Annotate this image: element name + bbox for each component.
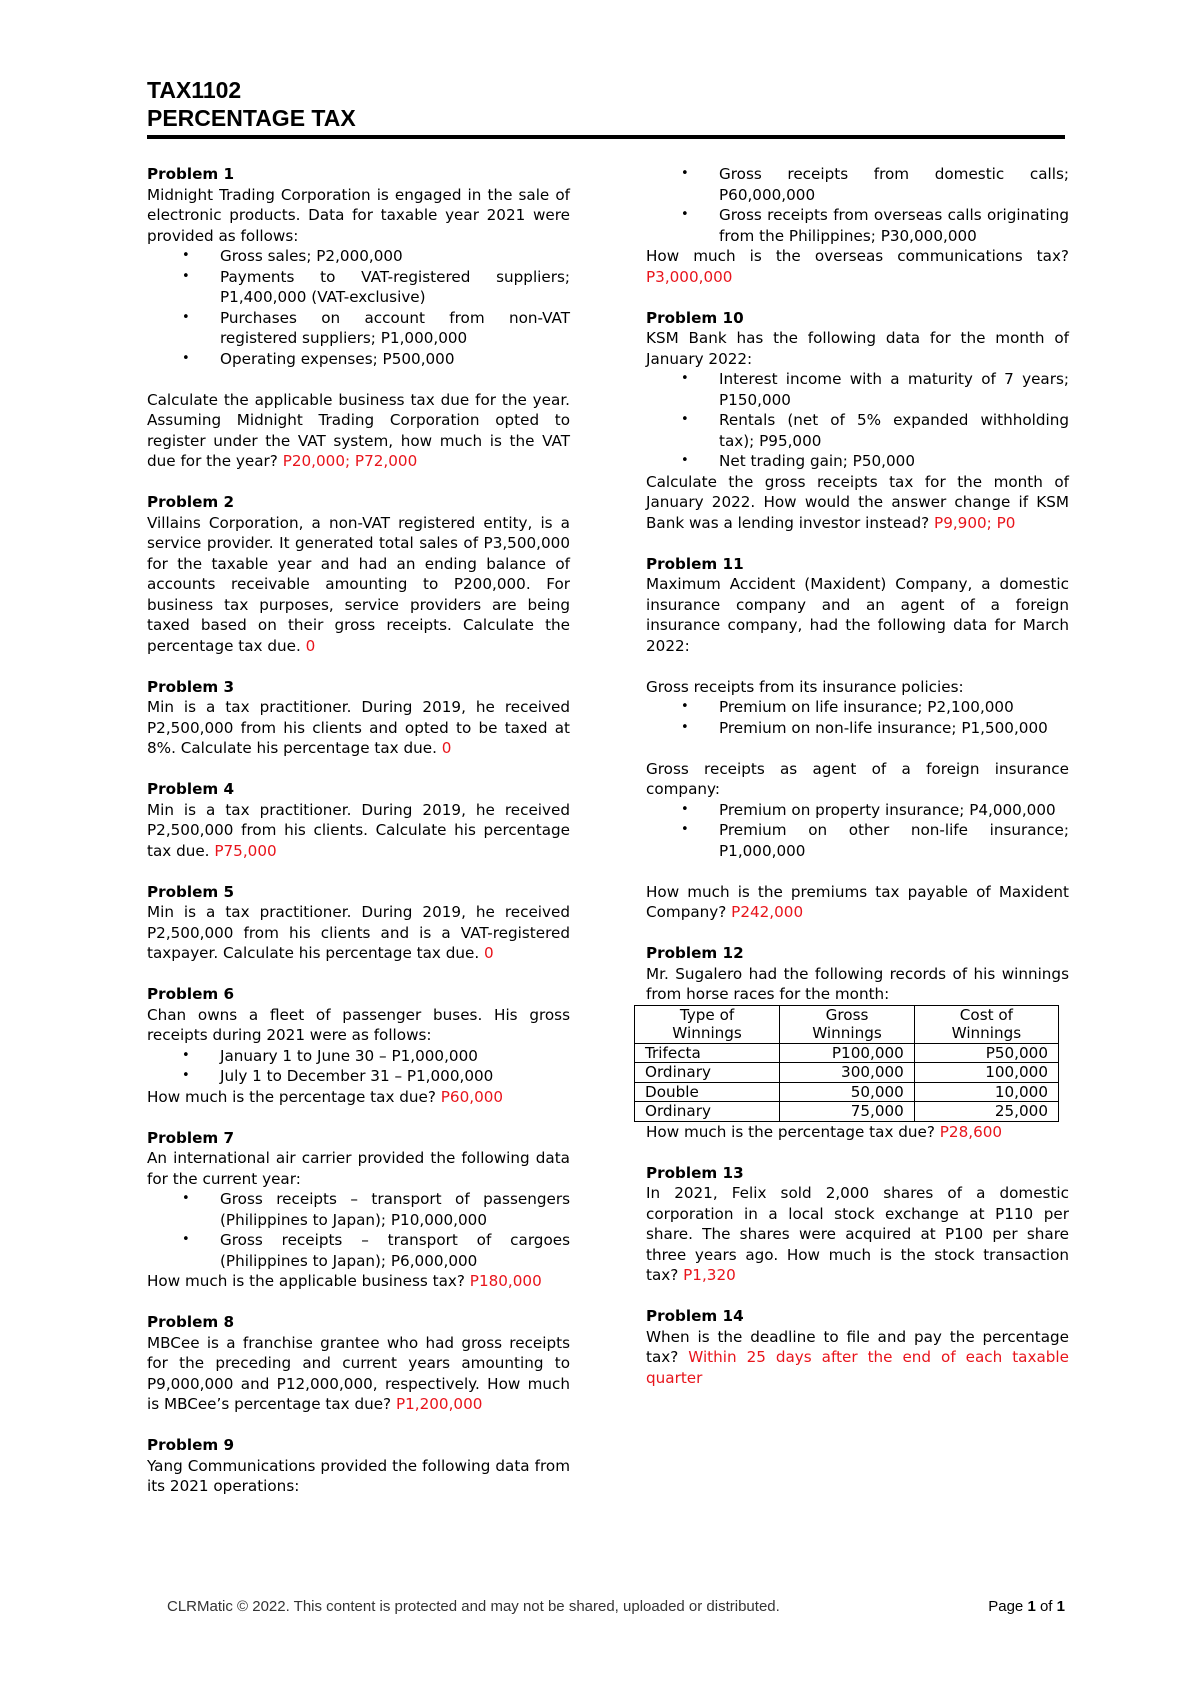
- bullet-icon: •: [182, 309, 190, 325]
- problem-intro: Mr. Sugalero had the following records of his winnings from horse races for the month:: [646, 964, 1069, 1003]
- problem-subheading: Gross receipts from its insurance policies:: [646, 677, 964, 696]
- problem-title: Problem 9: [147, 1436, 235, 1454]
- table-row: [635, 1082, 1059, 1102]
- problem-list: [147, 246, 570, 369]
- problem-text: Min is a tax practitioner. During 2019, he received P2,500,000 from his clients. Calculate his percentage tax due. P75,000: [147, 800, 570, 860]
- answer-text: 0: [484, 944, 494, 962]
- problem-13: [646, 1163, 1069, 1286]
- list-item: • Premium on other non-life insurance; P1,000,000: [681, 821, 1069, 860]
- header-divider: [147, 135, 1065, 139]
- bullet-icon: •: [681, 166, 689, 181]
- bullet-icon: •: [182, 248, 190, 263]
- problem-intro: Yang Communications provided the following data from its 2021 operations:: [147, 1456, 570, 1495]
- problem-9-continued: [646, 164, 1069, 287]
- problem-11: [646, 554, 1069, 923]
- problem-title: Problem 2: [147, 493, 235, 511]
- list-item: • Payments to VAT-registered suppliers; P1,400,000 (VAT-exclusive): [182, 267, 570, 306]
- left-column: [147, 164, 570, 1517]
- problem-12: [646, 943, 1069, 1142]
- table-cell: 75,000: [780, 1102, 915, 1122]
- problem-title: Problem 8: [147, 1313, 235, 1331]
- problem-intro: KSM Bank has the following data for the month of January 2022:: [646, 329, 1069, 368]
- answer-text: P242,000: [731, 903, 804, 921]
- problem-text: Min is a tax practitioner. During 2019, he received P2,500,000 from his clients and is a VAT-registered taxpayer. Calculate his percentage tax due. 0: [147, 903, 570, 962]
- problem-list: [147, 1189, 570, 1271]
- answer-text: P60,000: [440, 1087, 504, 1106]
- problem-question: How much is the applicable business tax? P180,000: [147, 1272, 542, 1290]
- problem-title: Problem 13: [646, 1163, 744, 1182]
- table-header-cell: Cost of Winnings: [914, 1005, 1058, 1043]
- table-header-cell: Gross Winnings: [780, 1005, 915, 1043]
- problem-text: When is the deadline to file and pay the percentage tax? Within 25 days after the end of each taxable quarter: [646, 1327, 1069, 1387]
- bullet-icon: •: [681, 801, 689, 817]
- answer-text: Within 25 days after the end of each taxable quarter: [646, 1348, 1069, 1387]
- problem-text: Villains Corporation, a non-VAT registered entity, is a service provider. It generated total sales of P3,500,000 for the taxable year and had an ending balance of accounts receivable amounting to P200,000. For business tax purposes, service providers are being taxed based on their gross receipts. Calculate the percentage tax due. 0: [147, 513, 570, 655]
- problem-8: [147, 1312, 570, 1415]
- problem-title: Problem 1: [147, 165, 235, 183]
- problem-9: [147, 1435, 570, 1497]
- answer-text: P3,000,000: [646, 267, 733, 286]
- course-code: TAX1102: [147, 77, 242, 103]
- problem-list: [646, 800, 1069, 862]
- bullet-icon: •: [681, 371, 689, 386]
- table-cell: Double: [635, 1082, 780, 1102]
- problem-7: [147, 1128, 570, 1292]
- list-item: • July 1 to December 31 – P1,000,000: [182, 1067, 494, 1085]
- problem-question: How much is the overseas communications tax? P3,000,000: [646, 247, 1069, 286]
- problem-title: Problem 5: [147, 882, 235, 901]
- bullet-icon: •: [681, 699, 689, 714]
- problem-intro: An international air carrier provided the following data for the current year:: [147, 1149, 570, 1188]
- bullet-icon: •: [182, 1232, 190, 1247]
- problem-5: [147, 882, 570, 964]
- problem-list: [646, 164, 1069, 246]
- bullet-icon: •: [182, 1191, 190, 1206]
- table-row: [635, 1043, 1059, 1063]
- table-cell: P100,000: [780, 1043, 915, 1063]
- problem-text: Min is a tax practitioner. During 2019, he received P2,500,000 from his clients and opted to be taxed at 8%. Calculate his percentage tax due. 0: [147, 698, 570, 757]
- problem-intro: Midnight Trading Corporation is engaged in the sale of electronic products. Data for taxable year 2021 were provided as follows:: [147, 185, 570, 245]
- answer-text: P9,900; P0: [934, 513, 1016, 532]
- problem-title: Problem 14: [646, 1307, 744, 1325]
- problem-10: [646, 308, 1069, 534]
- list-item: • Net trading gain; P50,000: [681, 452, 915, 470]
- table-row: [635, 1102, 1059, 1122]
- right-column: [646, 164, 1069, 1409]
- problem-intro: Maximum Accident (Maxident) Company, a domestic insurance company and an agent of a foreign insurance company, had the following data for March 2022:: [646, 575, 1069, 655]
- winnings-table: [634, 1005, 1059, 1122]
- list-item: • Interest income with a maturity of 7 years; P150,000: [681, 370, 1069, 409]
- problem-list: [646, 697, 1069, 738]
- table-row: [635, 1063, 1059, 1083]
- table-header-row: [635, 1005, 1059, 1043]
- problem-question: How much is the percentage tax due? P28,600: [646, 1122, 1003, 1141]
- table-header-cell: Type of Winnings: [635, 1005, 780, 1043]
- problem-3: [147, 677, 570, 759]
- problem-title: Problem 10: [646, 308, 744, 327]
- problem-2: [147, 492, 570, 656]
- bullet-icon: •: [681, 207, 689, 222]
- problem-list: [147, 1046, 570, 1087]
- list-item: • Premium on property insurance; P4,000,000: [681, 800, 1056, 819]
- page-number: Page 1 of 1: [988, 1598, 1065, 1615]
- problem-title: Problem 3: [147, 677, 235, 696]
- bullet-icon: •: [681, 453, 689, 468]
- problem-6: [147, 984, 570, 1107]
- answer-text: 0: [305, 636, 316, 655]
- problem-title: Problem 7: [147, 1128, 235, 1147]
- list-item: • Premium on non-life insurance; P1,500,000: [681, 718, 1048, 737]
- table-cell: 10,000: [914, 1082, 1058, 1102]
- list-item: • Rentals (net of 5% expanded withholding tax); P95,000: [681, 411, 1069, 450]
- problem-question: How much is the percentage tax due? P60,000: [147, 1087, 504, 1106]
- problem-question: How much is the premiums tax payable of Maxident Company? P242,000: [646, 882, 1069, 921]
- problem-text: MBCee is a franchise grantee who had gross receipts for the preceding and current years amounting to P9,000,000 and P12,000,000, respectively. How much is MBCee’s percentage tax due? P1,200,000: [147, 1333, 570, 1413]
- bullet-icon: •: [182, 1047, 190, 1063]
- answer-text: P1,200,000: [395, 1395, 483, 1413]
- answer-text: P20,000; P72,000: [282, 452, 418, 470]
- list-item: • Premium on life insurance; P2,100,000: [681, 698, 1014, 716]
- list-item: • Operating expenses; P500,000: [182, 349, 455, 368]
- problem-subheading: Gross receipts as agent of a foreign insurance company:: [646, 759, 1069, 798]
- problem-question: Calculate the applicable business tax due for the year. Assuming Midnight Trading Corporation opted to register under the VAT system, how much is the VAT due for the year? P20,000; P72,000: [147, 390, 570, 470]
- list-item: • Gross receipts – transport of cargoes (Philippines to Japan); P6,000,000: [182, 1231, 570, 1270]
- table-cell: Ordinary: [635, 1102, 780, 1122]
- problem-4: [147, 779, 570, 861]
- problem-question: Calculate the gross receipts tax for the month of January 2022. How would the answer change if KSM Bank was a lending investor instead? P9,900; P0: [646, 472, 1069, 532]
- document-header: [147, 76, 1065, 132]
- list-item: • Gross receipts – transport of passengers (Philippines to Japan); P10,000,000: [182, 1190, 570, 1229]
- problem-title: Problem 4: [147, 780, 235, 798]
- problem-title: Problem 12: [646, 944, 744, 962]
- document-title: PERCENTAGE TAX: [147, 105, 356, 131]
- table-cell: Trifecta: [635, 1043, 780, 1063]
- table-cell: 50,000: [780, 1082, 915, 1102]
- bullet-icon: •: [182, 350, 190, 366]
- bullet-icon: •: [681, 412, 689, 427]
- bullet-icon: •: [182, 1068, 190, 1083]
- list-item: • Gross receipts from domestic calls; P60,000,000: [681, 165, 1069, 204]
- problem-text: In 2021, Felix sold 2,000 shares of a domestic corporation in a local stock exchange at P110 per share. The shares were acquired at P100 per share three years ago. How much is the stock transaction tax? P1,320: [646, 1184, 1069, 1284]
- table-cell: 25,000: [914, 1102, 1058, 1122]
- problem-intro: Chan owns a fleet of passenger buses. His gross receipts during 2021 were as follows:: [147, 1005, 570, 1044]
- copyright-notice: CLRMatic © 2022. This content is protected and may not be shared, uploaded or distributed.: [167, 1598, 780, 1615]
- table-cell: 300,000: [780, 1063, 915, 1083]
- table-cell: 100,000: [914, 1063, 1058, 1083]
- table-cell: P50,000: [914, 1043, 1058, 1063]
- problem-title: Problem 6: [147, 985, 235, 1003]
- problem-14: [646, 1306, 1069, 1388]
- list-item: • Gross sales; P2,000,000: [182, 247, 403, 265]
- bullet-icon: •: [681, 719, 689, 735]
- answer-text: P28,600: [939, 1122, 1003, 1141]
- list-item: • Gross receipts from overseas calls originating from the Philippines; P30,000,000: [681, 206, 1069, 245]
- answer-text: P180,000: [469, 1272, 542, 1290]
- table-cell: Ordinary: [635, 1063, 780, 1083]
- problem-title: Problem 11: [646, 554, 744, 573]
- problem-list: [646, 369, 1069, 472]
- bullet-icon: •: [681, 822, 689, 837]
- answer-text: P75,000: [214, 841, 277, 860]
- bullet-icon: •: [182, 268, 190, 284]
- answer-text: 0: [441, 739, 452, 757]
- answer-text: P1,320: [683, 1266, 736, 1284]
- list-item: • January 1 to June 30 – P1,000,000: [182, 1046, 478, 1065]
- problem-1: [147, 164, 570, 472]
- list-item: • Purchases on account from non-VAT registered suppliers; P1,000,000: [182, 308, 570, 347]
